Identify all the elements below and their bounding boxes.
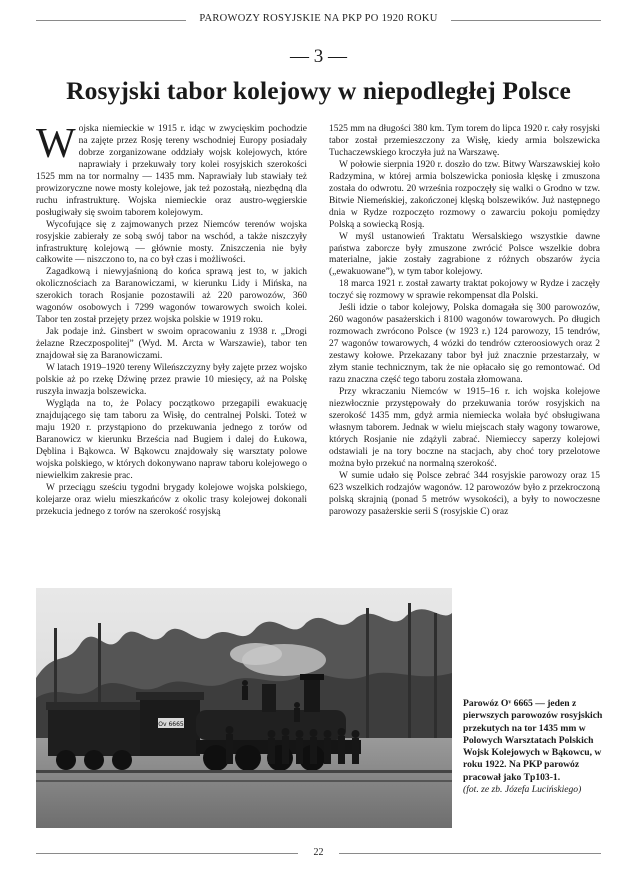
paragraph: W połowie sierpnia 1920 r. doszło do tzw. Bitwy Warszawskiej koło Radzymina, w której armia bolszewicka poniosła klęskę i zmuszona została do odwrotu. 20 września rozpoczęły się walki o Grodno w tzw. Bitwie Niemeńskiej, zakończonej klęską bolszewików. Już następnego dnia w Rydze rozpoczęto rozmowy o zawarciu pokoju pomiędzy Polską a sowiecką Rosją.	[329, 159, 600, 230]
photo-credit: (fot. ze zb. Józefa Lucińskiego)	[463, 784, 582, 796]
paragraph: 18 marca 1921 r. został zawarty traktat pokojowy w Rydze i zaczęły toczyć się rozmowy w sprawie rekompensat dla Polski.	[329, 279, 600, 302]
paragraph: Wycofujące się z zajmowanych przez Niemców terenów wojska rosyjskie zabierały ze sobą swój tabor na wschód, a także niszczyły infrastrukturę kolejową — głównie mosty. Zniszczenia nie były całkowite — niszczono to, na co był czas i możliwości.	[36, 219, 307, 266]
header-rule-right	[451, 20, 601, 21]
text-column-left	[36, 121, 307, 518]
chapter-title: Rosyjski tabor kolejowy w niepodległej Polsce	[66, 76, 571, 105]
paragraph: Przy wkraczaniu Niemców w 1915–16 r. ich wojska kolejowe niezwłocznie przystępowały do przekuwania torów rosyjskich na szerokość 1435 mm, gdyż armia niemiecka wolała być obsługiwana własnym taborem. Jednak w wielu miejscach stały wagony towarowe, których Rosjanie nie zdążyli zabrać. Niemieccy saperzy kolejowi odstawiali je na tory boczne na stacjach, aby choć tory przelotowe można było przekuć na normalną szerokość.	[329, 386, 600, 469]
running-title: PAROWOZY ROSYJSKIE NA PKP PO 1920 ROKU	[199, 13, 438, 24]
page-number: 22	[313, 847, 324, 858]
locomotive-photo	[36, 588, 452, 828]
paragraph: 1525 mm na długości 380 km. Tym torem do lipca 1920 r. cały rosyjski tabor został przemieszczony za Wisłę, kiedy armia bolszewicka Tuchaczewskiego kroczyła już na Warszawę.	[329, 124, 600, 158]
paragraph: Zagadkową i niewyjaśnioną do końca sprawą jest to, w jakich okolicznościach za Baranowiczami, w kierunku Lidy i Mińska, na szerokich torach Rosjanie pozostawili aż 220 parowozów, 360 wagonów osobowych i 7299 wagonów towarowych swoich kolei. Tabor ten został przejęty przez wojska polskie w 1919 roku.	[36, 267, 307, 326]
paragraph: W myśl ustanowień Traktatu Wersalskiego wszystkie dawne państwa zaborcze były zmuszone zwrócić Polsce wszelkie dobra materialne, jakie zostały zagrabione z różnych obszarów życia („ewakuowane”), w tym tabor kolejowy.	[329, 231, 600, 278]
page-footer	[36, 846, 601, 860]
caption-text: Parowóz Oᵛ 6665 — jeden z pierwszych parowozów rosyjskich przekutych na tor 1435 mm w Polowych Warsztatach Polskich Wojsk Kolejowych w Bąkowcu, w roku 1922. Na PKP parowóz pracował jako Tp103-1.	[463, 698, 603, 783]
paragraph: Jak podaje inż. Ginsbert w swoim opracowaniu z 1938 r. „Drogi żelazne Rzeczpospolitej” (Wyd. M. Arcta w Warszawie), tabor ten znajdował się za Baranowiczami.	[36, 327, 307, 362]
running-header	[36, 13, 601, 27]
number-plate-text: Ov 6665	[158, 721, 184, 728]
locomotive-photo-image	[36, 588, 452, 828]
photo-caption	[463, 698, 603, 796]
chapter-number: — 3 —	[290, 46, 347, 67]
paragraph: Wygląda na to, że Polacy początkowo przegapili ewakuację znajdującego się tam taboru za Wisłę, do centralnej Polski. Toteż w maju 1920 r. przystąpiono do przekuwania jednego z torów od Baranowicz w kierunku Brześcia nad Bugiem i dalej do Łukowa, Dęblina i Bąkowca. W Bąkowcu znajdowały się warsztaty polowe wojska polskiego, w których dokonywano napraw taboru kolejowego o niewielkim zakresie prac.	[36, 398, 307, 481]
paragraph: W latach 1919–1920 tereny Wileńszczyzny były zajęte przez wojsko polskie aż po rzekę Dźwinę przez prawie 10 miesięcy, aż na Polskę ruszyła inwazja bolszewicka.	[36, 363, 307, 397]
paragraph: W sumie udało się Polsce zebrać 344 rosyjskie parowozy oraz 15 623 wszelkich rodzajów wagonów. 12 parowozów było z przekroczoną polską skrajnią (ponad 5 metrów wysokości), a były to nowoczesne parowozy pasażerskie serii S (rosyjskie C) oraz	[329, 470, 600, 517]
paragraph: Wojska niemieckie w 1915 r. idąc w zwycięskim pochodzie na zajęte przez Rosję tereny wschodniej Europy posiadały dobrze zorganizowane oddziały wojsk kolejowych, które naprawiały i przekuwały tory kolei rosyjskich szerokości 1525 mm na tor normalny — 1435 mm. Naprawiały lub stawiały też prowizoryczne nowe mosty kolejowe, jak też pozostałą, niezbędną dla ruchu infrastrukturę. Wojska niemieckie oraz austro-węgierskie posługiwały się swoim taborem kolejowym.	[36, 121, 307, 218]
paragraph: Jeśli idzie o tabor kolejowy, Polska domagała się 300 parowozów, 260 wagonów pasażerskich i 8100 wagonów towarowych. Po długich rozmowach zwrócono Polsce (w 1923 r.) 124 parowozy, 15 tendrów, 27 wagonów towarowych, 4 wózki do tendrów czteroosiowych oraz 2 zestawy kołowe. Przekazany tabor był już znacznie przestarzały, w złym stanie technicznym, tak że nie opłacało się go remontować. Od razu znaczna część tego taboru została złomowana.	[329, 303, 600, 386]
paragraph: W przeciągu sześciu tygodni brygady kolejowe wojska polskiego, kolejarze oraz wielu mieszkańców z okolic trasy kolejowej dokonali przekucia jednego z torów na szerokość rosyjską	[36, 482, 307, 517]
text-column-right	[329, 124, 600, 518]
footer-rule-right	[339, 853, 601, 854]
dropcap: W	[36, 121, 76, 167]
